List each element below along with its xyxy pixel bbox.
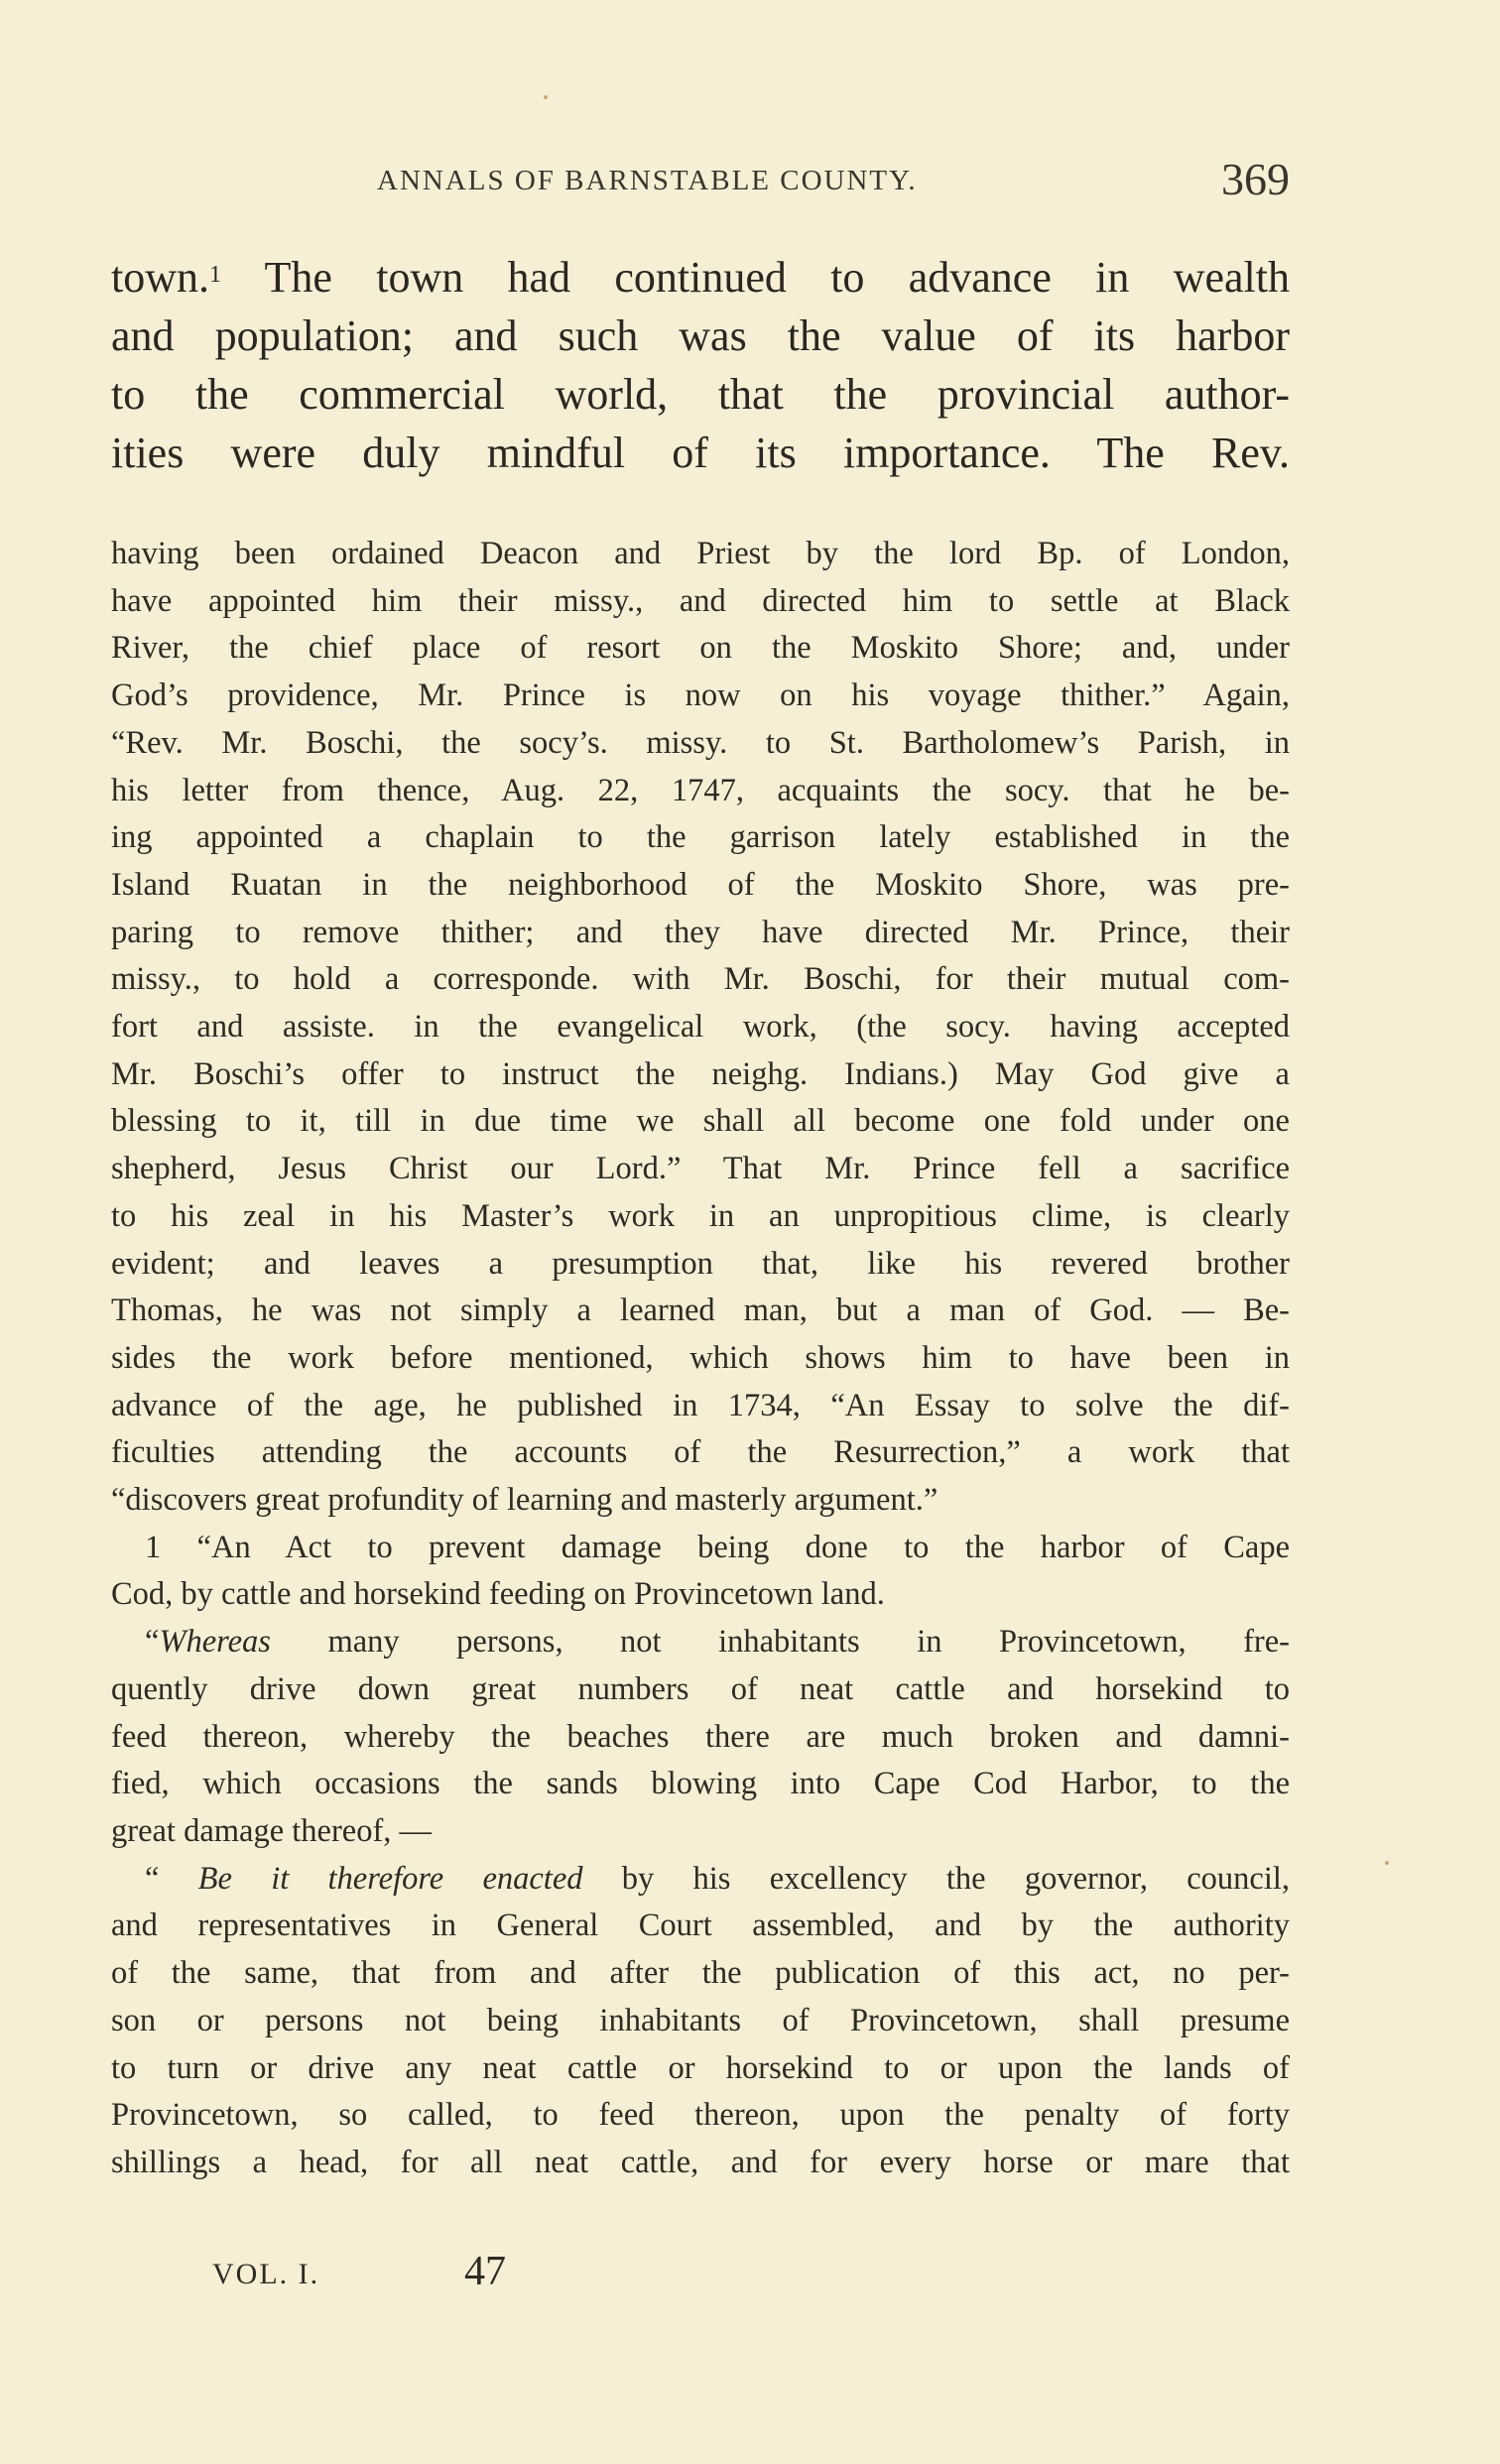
footnotes-block — [111, 531, 1290, 2187]
main-text-line: and population; and such was the value of its harbor — [111, 311, 1290, 360]
note-line: evident; and leaves a presumption that, like his revered brother — [111, 1245, 1290, 1282]
note-line: Island Ruatan in the neighborhood of the Moskito Shore, was pre- — [111, 866, 1290, 903]
enacted-lead-words: Be it therefore enacted — [197, 1860, 583, 1897]
enacted-line: son or persons not being inhabitants of Provincetown, shall presume — [111, 2002, 1290, 2038]
note-line: ing appointed a chaplain to the garrison lately established in the — [111, 819, 1290, 856]
note-line: to his zeal in his Master’s work in an unpropitious clime, is clearly — [111, 1197, 1290, 1234]
page-number: 369 — [1221, 154, 1290, 204]
footnote-1-line: Cod, by cattle and horsekind feeding on Provincetown land. — [111, 1576, 885, 1613]
note-line: Mr. Boschi’s offer to instruct the neighg. Indians.) May God give a — [111, 1055, 1290, 1092]
note-line: fort and assiste. in the evangelical work, (the socy. having accepted — [111, 1009, 1290, 1046]
note-line: God’s providence, Mr. Prince is now on his voyage thither.” Again, — [111, 678, 1290, 714]
main-text-line: ities were duly mindful of its importance. The Rev. — [111, 429, 1290, 477]
enacted-line-content: by his excellency the governor, council, — [582, 1860, 1290, 1897]
whereas-line: “Whereas many persons, not inhabitants in Provincetown, fre- — [145, 1624, 1290, 1661]
volume-signature: VOL. I. — [212, 2258, 320, 2290]
note-line: having been ordained Deacon and Priest by the lord Bp. of London, — [111, 536, 1290, 571]
note-line: blessing to it, till in due time we shall all become one fold under one — [111, 1103, 1290, 1140]
enacted-line: “ Be it therefore enacted by his excellency the governor, council, — [145, 1860, 1290, 1897]
main-text-line — [111, 248, 1290, 307]
footnote-1-line: 1 “An Act to prevent damage being done to the harbor of Cape — [145, 1529, 1290, 1565]
paper-speck — [544, 95, 548, 99]
enacted-line: shillings a head, for all neat cattle, and for every horse or mare that — [111, 2144, 1290, 2180]
note-line: ficulties attending the accounts of the Resurrection,” a work that — [111, 1434, 1290, 1471]
note-line: have appointed him their missy., and directed him to settle at Black — [111, 582, 1290, 619]
note-line: missy., to hold a corresponde. with Mr. Boschi, for their mutual com- — [111, 961, 1290, 998]
footnote-marker: 1 — [209, 262, 221, 288]
whereas-line: fied, which occasions the sands blowing into Cape Cod Harbor, to the — [111, 1766, 1290, 1802]
main-text-block — [111, 248, 1290, 482]
note-line: sides the work before mentioned, which shows him to have been in — [111, 1339, 1290, 1376]
running-head — [111, 154, 1290, 214]
sheet-number: 47 — [464, 2249, 506, 2294]
whereas-line: great damage thereof, — — [111, 1812, 433, 1849]
enacted-line: and representatives in General Court assembled, and by the authority — [111, 1908, 1290, 1944]
paper-speck — [1385, 1861, 1389, 1865]
enacted-line: to turn or drive any neat cattle or horsekind to or upon the lands of — [111, 2049, 1290, 2086]
first-word: town. — [111, 253, 209, 302]
whereas-line-content: many persons, not inhabitants in Provincetown, fre- — [270, 1624, 1290, 1661]
whereas-line: feed thereon, whereby the beaches there are much broken and damni- — [111, 1718, 1290, 1755]
note-line: his letter from thence, Aug. 22, 1747, acquaints the socy. that he be- — [111, 772, 1290, 808]
note-line: advance of the age, he published in 1734, “An Essay to solve the dif- — [111, 1387, 1290, 1423]
enacted-line: Provincetown, so called, to feed thereon, upon the penalty of forty — [111, 2097, 1290, 2134]
note-line: Thomas, he was not simply a learned man, but a man of God. — Be- — [111, 1293, 1290, 1329]
whereas-lead-word: Whereas — [159, 1624, 271, 1661]
enacted-line: of the same, that from and after the publication of this act, no per- — [111, 1955, 1290, 1992]
note-line: paring to remove thither; and they have directed Mr. Prince, their — [111, 914, 1290, 950]
main-text-line: to the commercial world, that the provincial author- — [111, 370, 1290, 419]
note-line: shepherd, Jesus Christ our Lord.” That Mr. Prince fell a sacrifice — [111, 1151, 1290, 1187]
note-line: River, the chief place of resort on the Moskito Shore; and, under — [111, 630, 1290, 667]
page-footer — [212, 2248, 609, 2297]
running-title: ANNALS OF BARNSTABLE COUNTY. — [377, 165, 918, 196]
note-line: “discovers great profundity of learning and masterly argument.” — [111, 1482, 938, 1519]
main-text-line-content: The town had continued to advance in wealth — [264, 253, 1290, 302]
note-line: “Rev. Mr. Boschi, the socy’s. missy. to St. Bartholomew’s Parish, in — [111, 724, 1290, 761]
whereas-line: quently drive down great numbers of neat cattle and horsekind to — [111, 1670, 1290, 1707]
